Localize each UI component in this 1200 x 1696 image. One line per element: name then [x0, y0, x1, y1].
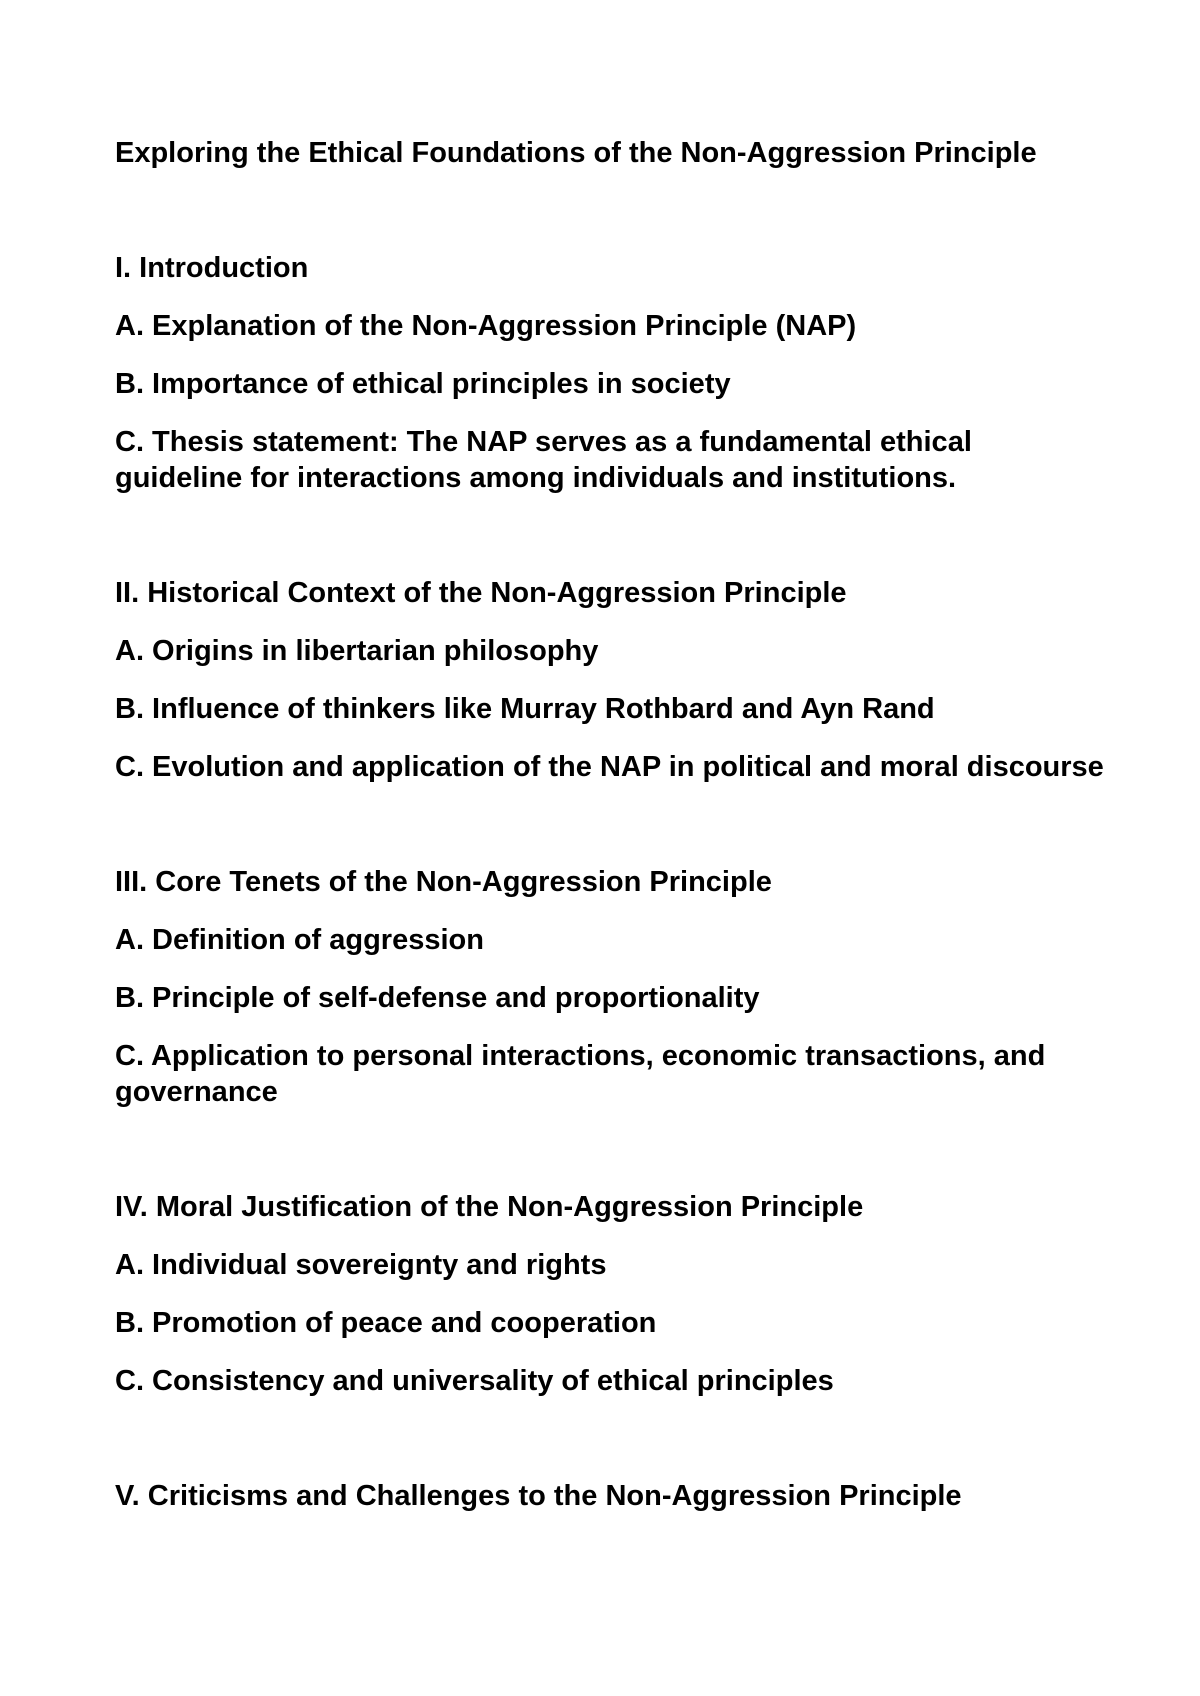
outline-item: C. Consistency and universality of ethical principles	[115, 1365, 834, 1397]
outline-item: A. Explanation of the Non-Aggression Principle (NAP)	[115, 310, 857, 342]
section-heading: III. Core Tenets of the Non-Aggression Principle	[115, 866, 772, 898]
section-introduction	[115, 250, 1105, 496]
section-criticisms	[115, 1478, 1105, 1514]
document-body	[115, 135, 1105, 1514]
outline-item: B. Promotion of peace and cooperation	[115, 1307, 657, 1339]
outline-item: A. Origins in libertarian philosophy	[115, 635, 599, 667]
section-heading: V. Criticisms and Challenges to the Non-Aggression Principle	[115, 1480, 962, 1512]
document-title: Exploring the Ethical Foundations of the Non-Aggression Principle	[115, 137, 1037, 169]
section-heading: IV. Moral Justification of the Non-Aggression Principle	[115, 1191, 864, 1223]
outline-item: B. Principle of self-defense and proportionality	[115, 982, 760, 1014]
section-heading: II. Historical Context of the Non-Aggression Principle	[115, 577, 847, 609]
outline-item: A. Individual sovereignty and rights	[115, 1249, 607, 1281]
section-heading: I. Introduction	[115, 252, 309, 284]
outline-item: C. Application to personal interactions, economic transactions, and governance	[115, 1040, 1046, 1108]
outline-item: C. Thesis statement: The NAP serves as a fundamental ethical guideline for interactions among individuals and institutions.	[115, 426, 972, 494]
outline-item: A. Definition of aggression	[115, 924, 484, 956]
section-moral-justification	[115, 1189, 1105, 1399]
outline-item: C. Evolution and application of the NAP in political and moral discourse	[115, 751, 1104, 783]
outline-item: B. Influence of thinkers like Murray Rothbard and Ayn Rand	[115, 693, 935, 725]
outline-item: B. Importance of ethical principles in society	[115, 368, 731, 400]
section-core-tenets	[115, 864, 1105, 1110]
section-historical-context	[115, 575, 1105, 785]
